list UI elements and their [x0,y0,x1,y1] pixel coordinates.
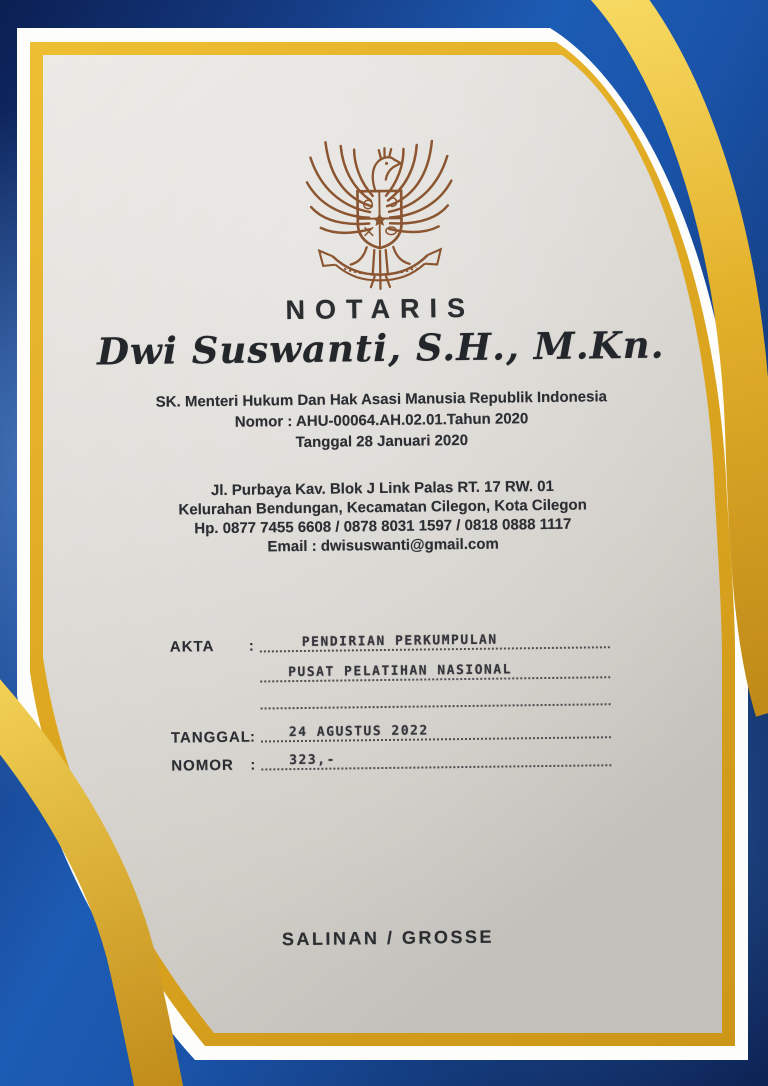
sk-line: Tanggal 28 Januari 2020 [295,431,469,452]
salinan-grosse-label: SALINAN / GROSSE [281,926,495,950]
nomor-colon: : [250,756,256,774]
page-title: NOTARIS [285,292,476,326]
tanggal-label: TANGGAL [170,728,252,747]
notary-name: Dwi Suswanti, S.H., M.Kn. [96,322,665,374]
akta-value: PENDIRIAN PERKUMPULAN [301,632,498,650]
sk-line: Nomor : AHU-00064.AH.02.01.Tahun 2020 [234,410,529,431]
akta-colon: : [248,637,254,655]
address-line: Email : dwisuswanti@gmail.com [267,535,499,556]
sk-line: SK. Menteri Hukum Dan Hak Asasi Manusia Republik Indonesia [155,388,608,411]
nomor-value: 323,- [289,752,336,769]
address-line: Kelurahan Bendungan, Kecamatan Cilegon, Kota Cilegon [178,496,587,519]
akta-value: PUSAT PELATIHAN NASIONAL [288,662,513,681]
tanggal-value: 24 AGUSTUS 2022 [288,723,429,741]
nomor-label: NOMOR [171,756,234,775]
deed-fields [38,51,729,1037]
address-line: Jl. Purbaya Kav. Blok J Link Palas RT. 17 RW. 01 [210,477,554,500]
akta-value-line-3-empty [260,677,610,709]
nomor-value-line [261,738,611,770]
akta-label: AKTA [169,638,215,656]
akta-value-line-1 [260,620,610,652]
address-line: Hp. 0877 7455 6608 / 0878 8031 1597 / 0818 0888 1117 [194,515,572,538]
tanggal-colon: : [249,728,256,746]
tanggal-value-line [261,710,611,742]
document-page [38,51,729,1037]
